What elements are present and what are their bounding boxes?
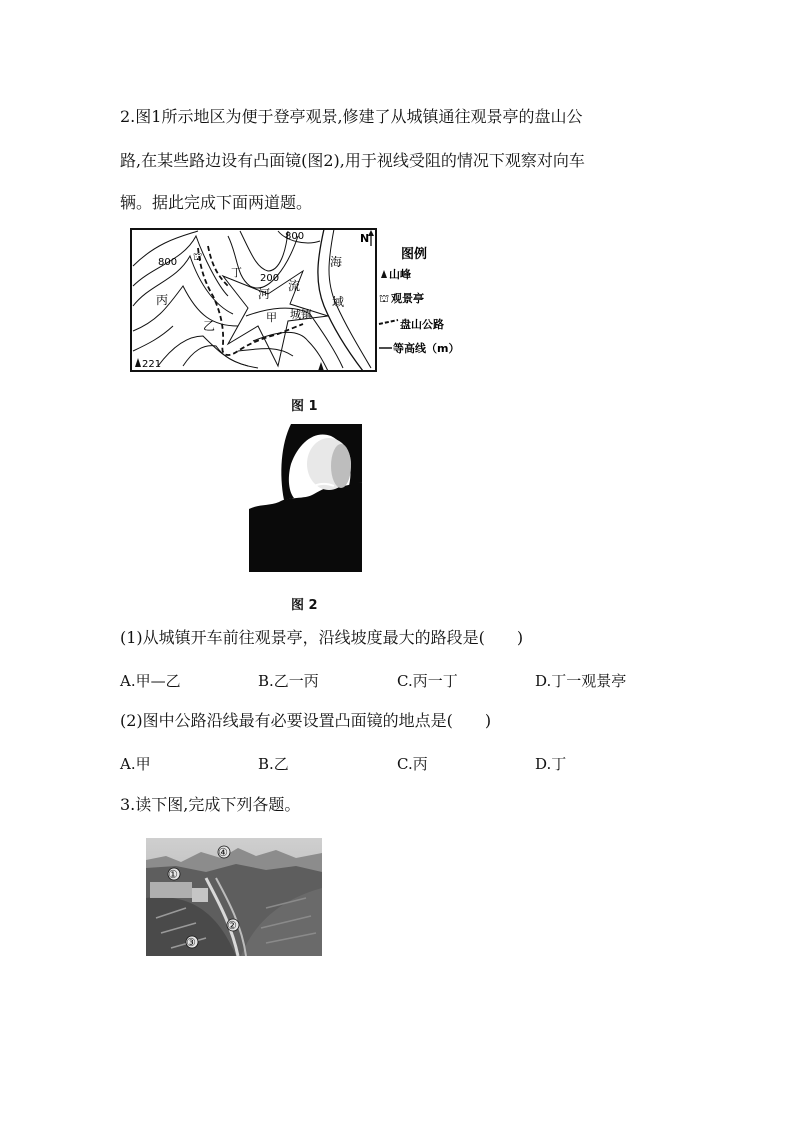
- legend-peak: 山峰: [389, 268, 411, 281]
- q2-sub1-option-a[interactable]: A.甲—乙: [120, 672, 181, 690]
- q2-sub1-option-b[interactable]: B.乙一丙: [258, 672, 319, 690]
- q2-stem-line2: 路,在某些路边设有凸面镜(图2),用于视线受阻的情况下观察对向车: [120, 151, 585, 170]
- q2-sub2-option-c[interactable]: C.丙: [397, 755, 428, 773]
- town-label: 城镇: [290, 308, 312, 321]
- legend-pavilion: 观景亭: [391, 292, 424, 305]
- photo-marker-4: ④: [218, 846, 228, 859]
- label-yi: 乙: [203, 319, 216, 333]
- peak-value: 221: [142, 359, 162, 370]
- river-label-2: 流: [288, 279, 301, 293]
- q2-stem-line3: 辆。据此完成下面两道题。: [120, 193, 313, 212]
- label-bing: 丙: [156, 293, 169, 307]
- q2-sub2-option-d[interactable]: D.丁: [535, 755, 567, 773]
- contour-800-top: 800: [285, 231, 305, 242]
- q2-sub2-option-a[interactable]: A.甲: [120, 755, 151, 773]
- label-ding: 丁: [231, 266, 242, 279]
- contour-800-left: 800: [158, 257, 178, 268]
- legend-pavilion-icon: ⛫: [379, 292, 390, 305]
- legend-road-icon: [379, 320, 398, 324]
- pavilion-icon: ⛫: [193, 252, 203, 263]
- photo-marker-1: ①: [168, 868, 178, 881]
- figure3-mountain-photo: [146, 838, 322, 956]
- legend-contour: 等高线（m）: [393, 342, 460, 355]
- sea-label-2: 域: [332, 295, 345, 309]
- legend-title: 图例: [401, 247, 428, 262]
- figure1-caption: 图 1: [291, 399, 318, 414]
- q2-sub2-stem: (2)图中公路沿线最有必要设置凸面镜的地点是( ): [120, 711, 492, 730]
- sea-label-1: 海: [330, 255, 343, 269]
- photo-marker-3: ③: [186, 936, 196, 949]
- figure2-caption: 图 2: [291, 598, 318, 613]
- photo-marker-2: ②: [227, 919, 237, 932]
- figure2-convex-mirror-photo: [249, 424, 362, 572]
- q2-sub1-option-c[interactable]: C.丙一丁: [397, 672, 458, 690]
- q2-sub2-option-b[interactable]: B.乙: [258, 755, 289, 773]
- label-jia: 甲: [266, 311, 277, 324]
- q3-stem: 3.读下图,完成下列各题。: [120, 795, 301, 814]
- q2-stem-line1: 2.图1所示地区为便于登亭观景,修建了从城镇通往观景亭的盘山公: [120, 107, 583, 126]
- q2-sub1-option-d[interactable]: D.丁一观景亭: [535, 672, 627, 690]
- north-label: N: [360, 232, 370, 245]
- figure1-contour-map: [128, 226, 478, 374]
- legend-peak-icon: [381, 270, 387, 278]
- contour-200: 200: [260, 273, 280, 284]
- river-label-1: 河: [258, 287, 271, 301]
- legend-road: 盘山公路: [400, 318, 444, 331]
- q2-sub1-stem: (1)从城镇开车前往观景亭，沿线坡度最大的路段是( ): [120, 628, 524, 647]
